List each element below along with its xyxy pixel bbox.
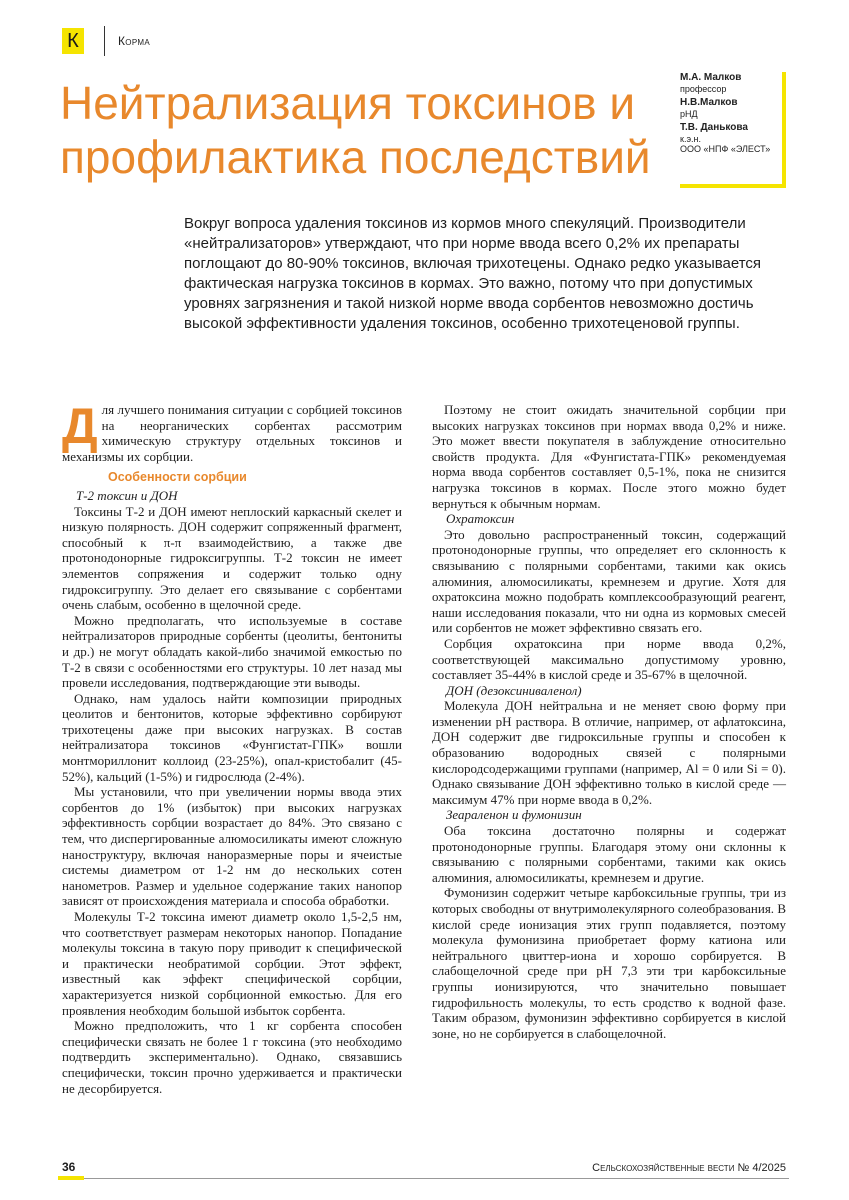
author-3 bbox=[680, 122, 782, 154]
body-paragraph: Фумонизин содержит четыре карбоксильные группы, три из которых свободны от внутримолекулярного солеобразования. В кислой среде ионизация этих групп подавляется, поэтому молекула фумонизина приобретает форму катиона или нейтрального цвиттер-иона и хорошо сорбируется. В слабощелочной среде при pH 7,3 эти три карбоксильные группы ионизируются, что значительно повышает гидрофильность молекулы, то есть сродство к водной фазе. Таким образом, фумонизин эффективно сорбируется в кислой зоне, но не сорбируется в слабощелочной. bbox=[432, 885, 786, 1041]
intro-text: ля лучшего понимания ситуации с сорбцией токсинов на неорганических сорбентах рассмотрим химическую структуру отдельных токсинов и механизмы их сорбции. bbox=[62, 402, 402, 464]
author-name: М.А. Малков bbox=[680, 72, 742, 83]
header-divider bbox=[104, 26, 105, 56]
body-paragraph: Оба токсина достаточно полярны и содержат протонодонорные группы. Благодаря этому они склонны к связыванию с полярными сорбентами, такими как окись алюминия, алюмосиликаты, кремнезем и другие. bbox=[432, 823, 786, 885]
body-paragraph: Сорбция охратоксина при норме ввода 0,2%, соответствующей максимально допустимому уровню, составляет 35-44% в кислой среде и 35-67% в щелочной. bbox=[432, 635, 786, 683]
text-column-left bbox=[62, 398, 402, 1096]
body-paragraph: Однако, нам удалось найти композиции природных цеолитов и бентонитов, которые эффективно сорбируют трихотецены даже при высоких нагрузках. В состав нейтрализатора токсинов «Фунгистат-ГПК» вошли монтмориллонит коллоид (23-25%), опал-кристобалит (45-52%), кальций (1-5%) и гидрослюда (2-4%). bbox=[62, 690, 402, 784]
page-number-marker bbox=[58, 1176, 84, 1180]
text-column-right bbox=[432, 402, 786, 1041]
body-paragraph: Токсины Т-2 и ДОН имеют неплоский каркасный скелет и низкую полярность. ДОН содержит сопряженный фрагмент, способный к π-π взаимодействию, а также две протонодонорные гидроксигруппы. Т-2 токсин не имеет элементов сопряжения и содержит только одну гидроксигруппу. Это делает его связывание с сорбентами очень слабым, особенно в щелочной среде. bbox=[62, 503, 402, 613]
page-number: 36 bbox=[62, 1160, 76, 1174]
journal-name: Сельскохозяйственные вести № 4/2025 bbox=[592, 1162, 786, 1174]
subheading-don: ДОН (дезоксиниваленол) bbox=[446, 682, 582, 698]
body-paragraph: Можно предположить, что 1 кг сорбента способен специфически связать не более 1 г токсина (это необходимо подтвердить экспериментально). Однако, связавшись специфически, токсин прочно удерживается и практически не десорбируется. bbox=[62, 1018, 402, 1096]
body-paragraph: Мы установили, что при увеличении нормы ввода этих сорбентов до 1% (избыток) при высоких нагрузках эффективность сорбции возрастает до 84%. Это связано с тем, что диспергированные алюмосиликаты имеют сложную наноструктуру, включая наноразмерные поры и ячеистые системы диаметром от 1-2 нм до нескольких сотен нанометров. Размер и удельное содержание таких нанопор зависят от происхождения материала и способа обработки. bbox=[62, 784, 402, 909]
author-org: ООО «НПФ «ЭЛЕСТ» bbox=[680, 144, 771, 154]
category-label: Корма bbox=[118, 34, 150, 48]
body-paragraph: Молекула ДОН нейтральна и не меняет свою форму при изменении pH раствора. В отличие, например, от афлатоксина, ДОН содержит две гидроксильные группы и способен к образованию водородных связей с полярными кислородсодержащими группами (например, Al = 0 или Si = 0). Однако связывание ДОН эффективно только в кислой среде — максимум 47% при норме ввода в 0,2%. bbox=[432, 698, 786, 807]
author-role: рНД bbox=[680, 109, 698, 119]
lead-paragraph: Вокруг вопроса удаления токсинов из кормов много спекуляций. Производители «нейтрализаторов» утверждают, что при норме ввода всего 0,2% их препараты поглощают до 80-90% токсинов, включая трихотецены. Однако редко указывается фактическая нагрузка токсинов в кормах. Это важно, потому что при допустимых уровнях загрязнения и такой низкой норме ввода сорбентов невозможно достичь высокой эффективности удаления токсинов, особенно трихотеценовой группы. bbox=[184, 215, 762, 332]
subheading-ochratoxin: Охратоксин bbox=[446, 511, 515, 527]
intro-paragraph bbox=[62, 398, 402, 464]
body-paragraph: Поэтому не стоит ожидать значительной сорбции при высоких нагрузках токсинов при нормах ввода 0,2% и ниже. Это может ввести покупателя в заблуждение относительно свойств продукта. Для «Фунгистата-ГПК» рекомендуемая норма ввода сорбентов составляет 0,5-1%, пока не снизится нагрузка токсинов в кормах. После этого можно будет вернуться к обычным нормам. bbox=[432, 402, 786, 511]
author-1 bbox=[680, 72, 782, 94]
author-role: профессор bbox=[680, 84, 727, 94]
section-heading: Особенности сорбции bbox=[108, 470, 247, 485]
category-letter-box: К bbox=[62, 28, 84, 54]
footer-rule bbox=[60, 1178, 789, 1179]
author-name: Н.В.Малков bbox=[680, 97, 738, 108]
authors-box bbox=[680, 72, 786, 188]
author-name: Т.В. Данькова bbox=[680, 122, 748, 133]
author-2 bbox=[680, 97, 782, 119]
article-title: Нейтрализация токсинов и профилактика последствий bbox=[60, 77, 651, 183]
body-paragraph: Можно предполагать, что используемые в составе нейтрализаторов природные сорбенты (цеолиты, бентониты и др.) не могут обладать какой-либо значимой емкостью по Т-2 в связи с особенностями его структуры. 10 лет назад мы провели исследования, подтверждающие эти выводы. bbox=[62, 612, 402, 691]
subheading-zearalenone: Зеараленон и фумонизин bbox=[446, 807, 582, 823]
drop-cap: Д bbox=[62, 398, 98, 454]
author-role: к.э.н. bbox=[680, 134, 702, 144]
body-paragraph: Это довольно распространенный токсин, содержащий протонодонорные группы, что определяет его склонность к связыванию с полярными сорбентами, такими как окись алюминия, алюмосиликаты, кремнезем и другие. Хотя для охратоксина можно подобрать комплексообразующий реагент, наши исследования показали, что ни одна из кормовых смесей или сорбентов не может эффективно связать его. bbox=[432, 526, 786, 636]
body-paragraph: Молекулы Т-2 токсина имеют диаметр около 1,5-2,5 нм, что соответствует размерам некоторых нанопор. Попадание молекулы токсина в такую пору приводит к специфической и практически необратимой сорбции. Этот эффект, известный как эффект специфической сорбции, характеризуется низкой сорбционной емкостью. Для его проявления необходим большой избыток сорбента. bbox=[62, 909, 402, 1018]
subheading-t2-don: Т-2 токсин и ДОН bbox=[76, 487, 178, 503]
